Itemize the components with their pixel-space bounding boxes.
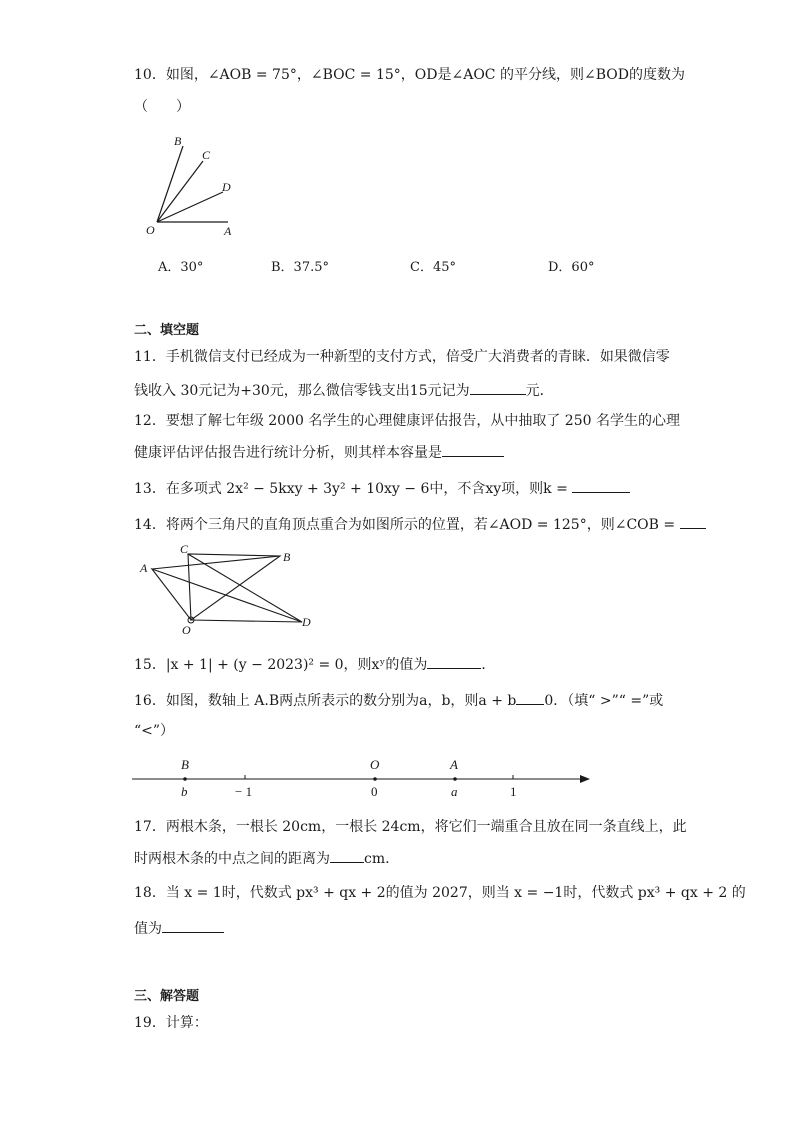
label-b: B [181,757,189,772]
q12-line1: 12．要想了解七年级 2000 名学生的心理健康评估报告，从中抽取了 250 名学生的心理 [134,413,680,429]
q12-line2: 健康评估评估报告进行统计分析，则其样本容量是 [134,442,504,462]
ray-ob [157,146,183,222]
q10-paren: （ ） [134,99,190,115]
q15-answer-blank[interactable] [427,654,481,669]
q18-answer-blank[interactable] [162,918,224,933]
q18-line1: 18．当 x = 1时，代数式 px³ + qx + 2的值为 2027，则当 x = −1时，代数式 px³ + qx + 2 的 [134,885,746,901]
segment-ab [152,556,280,569]
q14-answer-blank[interactable] [680,514,706,529]
q17-line2: 时两根木条的中点之间的距离为 cm. [134,848,390,868]
q11-answer-blank[interactable] [470,380,526,395]
q13-answer-blank[interactable] [572,478,630,493]
label-o: O [370,757,380,772]
q12-answer-blank[interactable] [442,442,504,457]
label-o: O [182,623,191,637]
q11-line2: 钱收入 30元记为+30元，那么微信零钱支出15元记为 元． [134,380,554,400]
value-a: a [451,784,458,799]
label-d: D [302,615,311,629]
q14-triangles-figure [134,540,324,640]
label-a: A [140,561,148,575]
q13-line: 13．在多项式 2x² − 5kxy + 3y² + 10xy − 6中，不含xy项，则k = [134,478,630,498]
label-b: B [174,134,182,148]
point-b [183,777,187,781]
q14-line: 14．将两个三角尺的直角顶点重合为如图所示的位置，若∠AOD = 125°，则∠COB = [134,514,706,534]
point-o [373,777,377,781]
label-a: A [450,757,458,772]
q17-line1: 17．两根木条，一根长 20cm，一根长 24cm，将它们一端重合且放在同一条直线上，此 [134,819,687,835]
label-c: C [180,542,189,556]
label-c: C [202,148,211,162]
number-line-figure [128,754,598,802]
label-b: B [283,550,291,564]
q15-line: 15．|x + 1| + (y − 2023)² = 0，则xʸ的值为 ． [134,654,495,674]
q10-angle-figure [140,128,250,240]
q16-answer-blank[interactable] [516,690,544,705]
q19-line: 19．计算： [134,1015,208,1031]
value-minus-one: − 1 [235,784,253,799]
section-answer-title: 三、解答题 [134,989,200,1004]
q10-stem: 10．如图，∠AOB = 75°，∠BOC = 15°，OD是∠AOC 的平分线，则∠BOD的度数为 [134,67,685,83]
ray-oc [157,161,203,222]
value-one: 1 [510,784,517,799]
q17-answer-blank[interactable] [330,848,364,863]
axis-arrow [580,775,590,783]
q11-line1: 11．手机微信支付已经成为一种新型的支付方式，倍受广大消费者的青睐．如果微信零 [134,349,670,365]
ray-od [157,192,223,222]
label-d: D [222,180,231,194]
q16-line2: “<”） [134,723,175,739]
choice-c[interactable]: C．45° [410,260,456,275]
label-a: A [224,224,232,238]
point-a [453,777,457,781]
label-o: O [146,223,155,237]
choice-d[interactable]: D．60° [548,260,595,275]
choice-a[interactable]: A．30° [158,260,204,275]
value-zero: 0 [371,784,378,799]
value-b: b [181,784,188,799]
q16-line1: 16．如图，数轴上 A.B两点所表示的数分别为a，b，则a + b 0．（填“ >”“ =”或 [134,690,663,710]
choice-b[interactable]: B．37.5° [271,260,329,275]
q18-line2: 值为 [134,918,224,938]
section-fill-blank-title: 二、填空题 [134,323,200,338]
